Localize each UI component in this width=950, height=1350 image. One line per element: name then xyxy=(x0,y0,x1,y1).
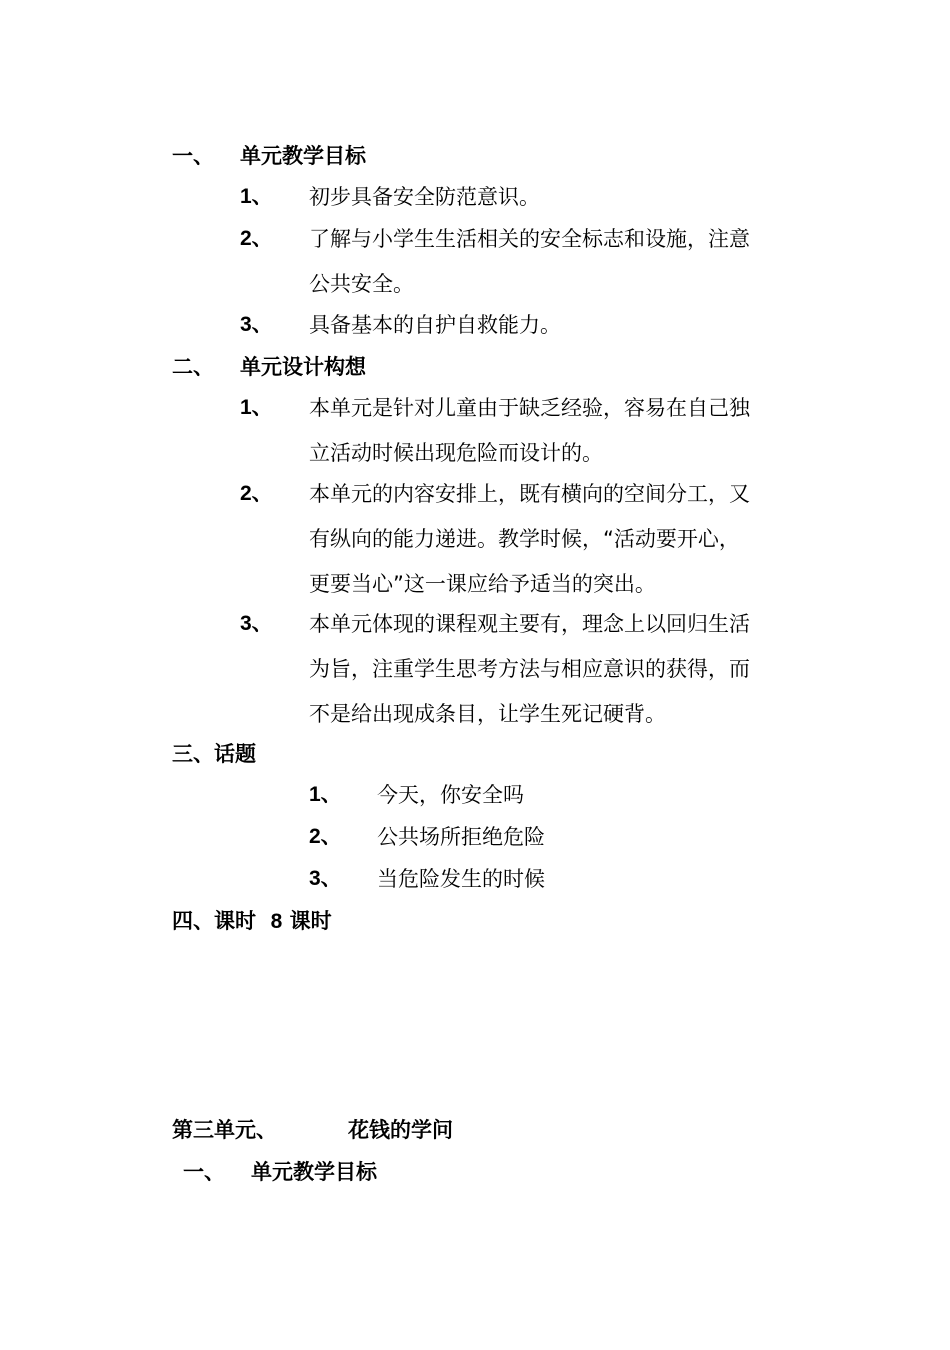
s1-item-3-text: 具备基本的自护自救能力。 xyxy=(309,313,561,337)
unit-3-section-1-marker: 一、 xyxy=(183,1160,225,1184)
section-4-prefix: 四、课时 xyxy=(172,909,256,933)
s1-item-2-text-line-2: 公共安全。 xyxy=(309,272,414,296)
s2-item-3-text-line-3: 不是给出现成条目，让学生死记硬背。 xyxy=(309,702,666,726)
s2-item-3-text-line-1: 本单元体现的课程观主要有，理念上以回归生活 xyxy=(309,612,750,636)
unit-3-label: 第三单元、 xyxy=(172,1118,277,1142)
section-2-title: 单元设计构想 xyxy=(240,355,366,379)
section-4-title xyxy=(172,907,332,936)
unit-3-name: 花钱的学问 xyxy=(348,1118,453,1142)
section-2-marker: 二、 xyxy=(172,355,214,379)
s3-item-3-number: 3、 xyxy=(309,867,342,890)
s3-item-3-text: 当危险发生的时候 xyxy=(377,867,545,891)
s2-item-2-text-line-3: 更要当心”这一课应给予适当的突出。 xyxy=(309,572,656,596)
unit-3-section-1-title: 单元教学目标 xyxy=(251,1160,377,1184)
section-1-title: 单元教学目标 xyxy=(240,144,366,168)
section-4-hours: 8 xyxy=(270,910,283,933)
section-4-suffix: 课时 xyxy=(289,909,332,933)
s2-item-1-number: 1、 xyxy=(240,396,273,419)
s2-item-1-text-line-1: 本单元是针对儿童由于缺乏经验，容易在自己独 xyxy=(309,396,750,420)
s1-item-1-text: 初步具备安全防范意识。 xyxy=(309,185,540,209)
s2-item-2-number: 2、 xyxy=(240,482,273,505)
s2-item-3-number: 3、 xyxy=(240,612,273,635)
s3-item-2-text: 公共场所拒绝危险 xyxy=(377,825,545,849)
s3-item-2-number: 2、 xyxy=(309,825,342,848)
s2-item-2-text-line-1: 本单元的内容安排上，既有横向的空间分工，又 xyxy=(309,482,750,506)
s2-item-1-text-line-2: 立活动时候出现危险而设计的。 xyxy=(309,441,603,465)
s3-item-1-text: 今天，你安全吗 xyxy=(377,783,524,807)
s3-item-1-number: 1、 xyxy=(309,783,342,806)
section-1-marker: 一、 xyxy=(172,144,214,168)
s2-item-2-text-line-2: 有纵向的能力递进。教学时候，“活动要开心， xyxy=(309,527,740,551)
s1-item-3-number: 3、 xyxy=(240,313,273,336)
s2-item-3-text-line-2: 为旨，注重学生思考方法与相应意识的获得，而 xyxy=(309,657,750,681)
s1-item-2-text-line-1: 了解与小学生生活相关的安全标志和设施，注意 xyxy=(309,227,750,251)
section-3-title: 三、话题 xyxy=(172,742,256,766)
s1-item-2-number: 2、 xyxy=(240,227,273,250)
s1-item-1-number: 1、 xyxy=(240,185,273,208)
